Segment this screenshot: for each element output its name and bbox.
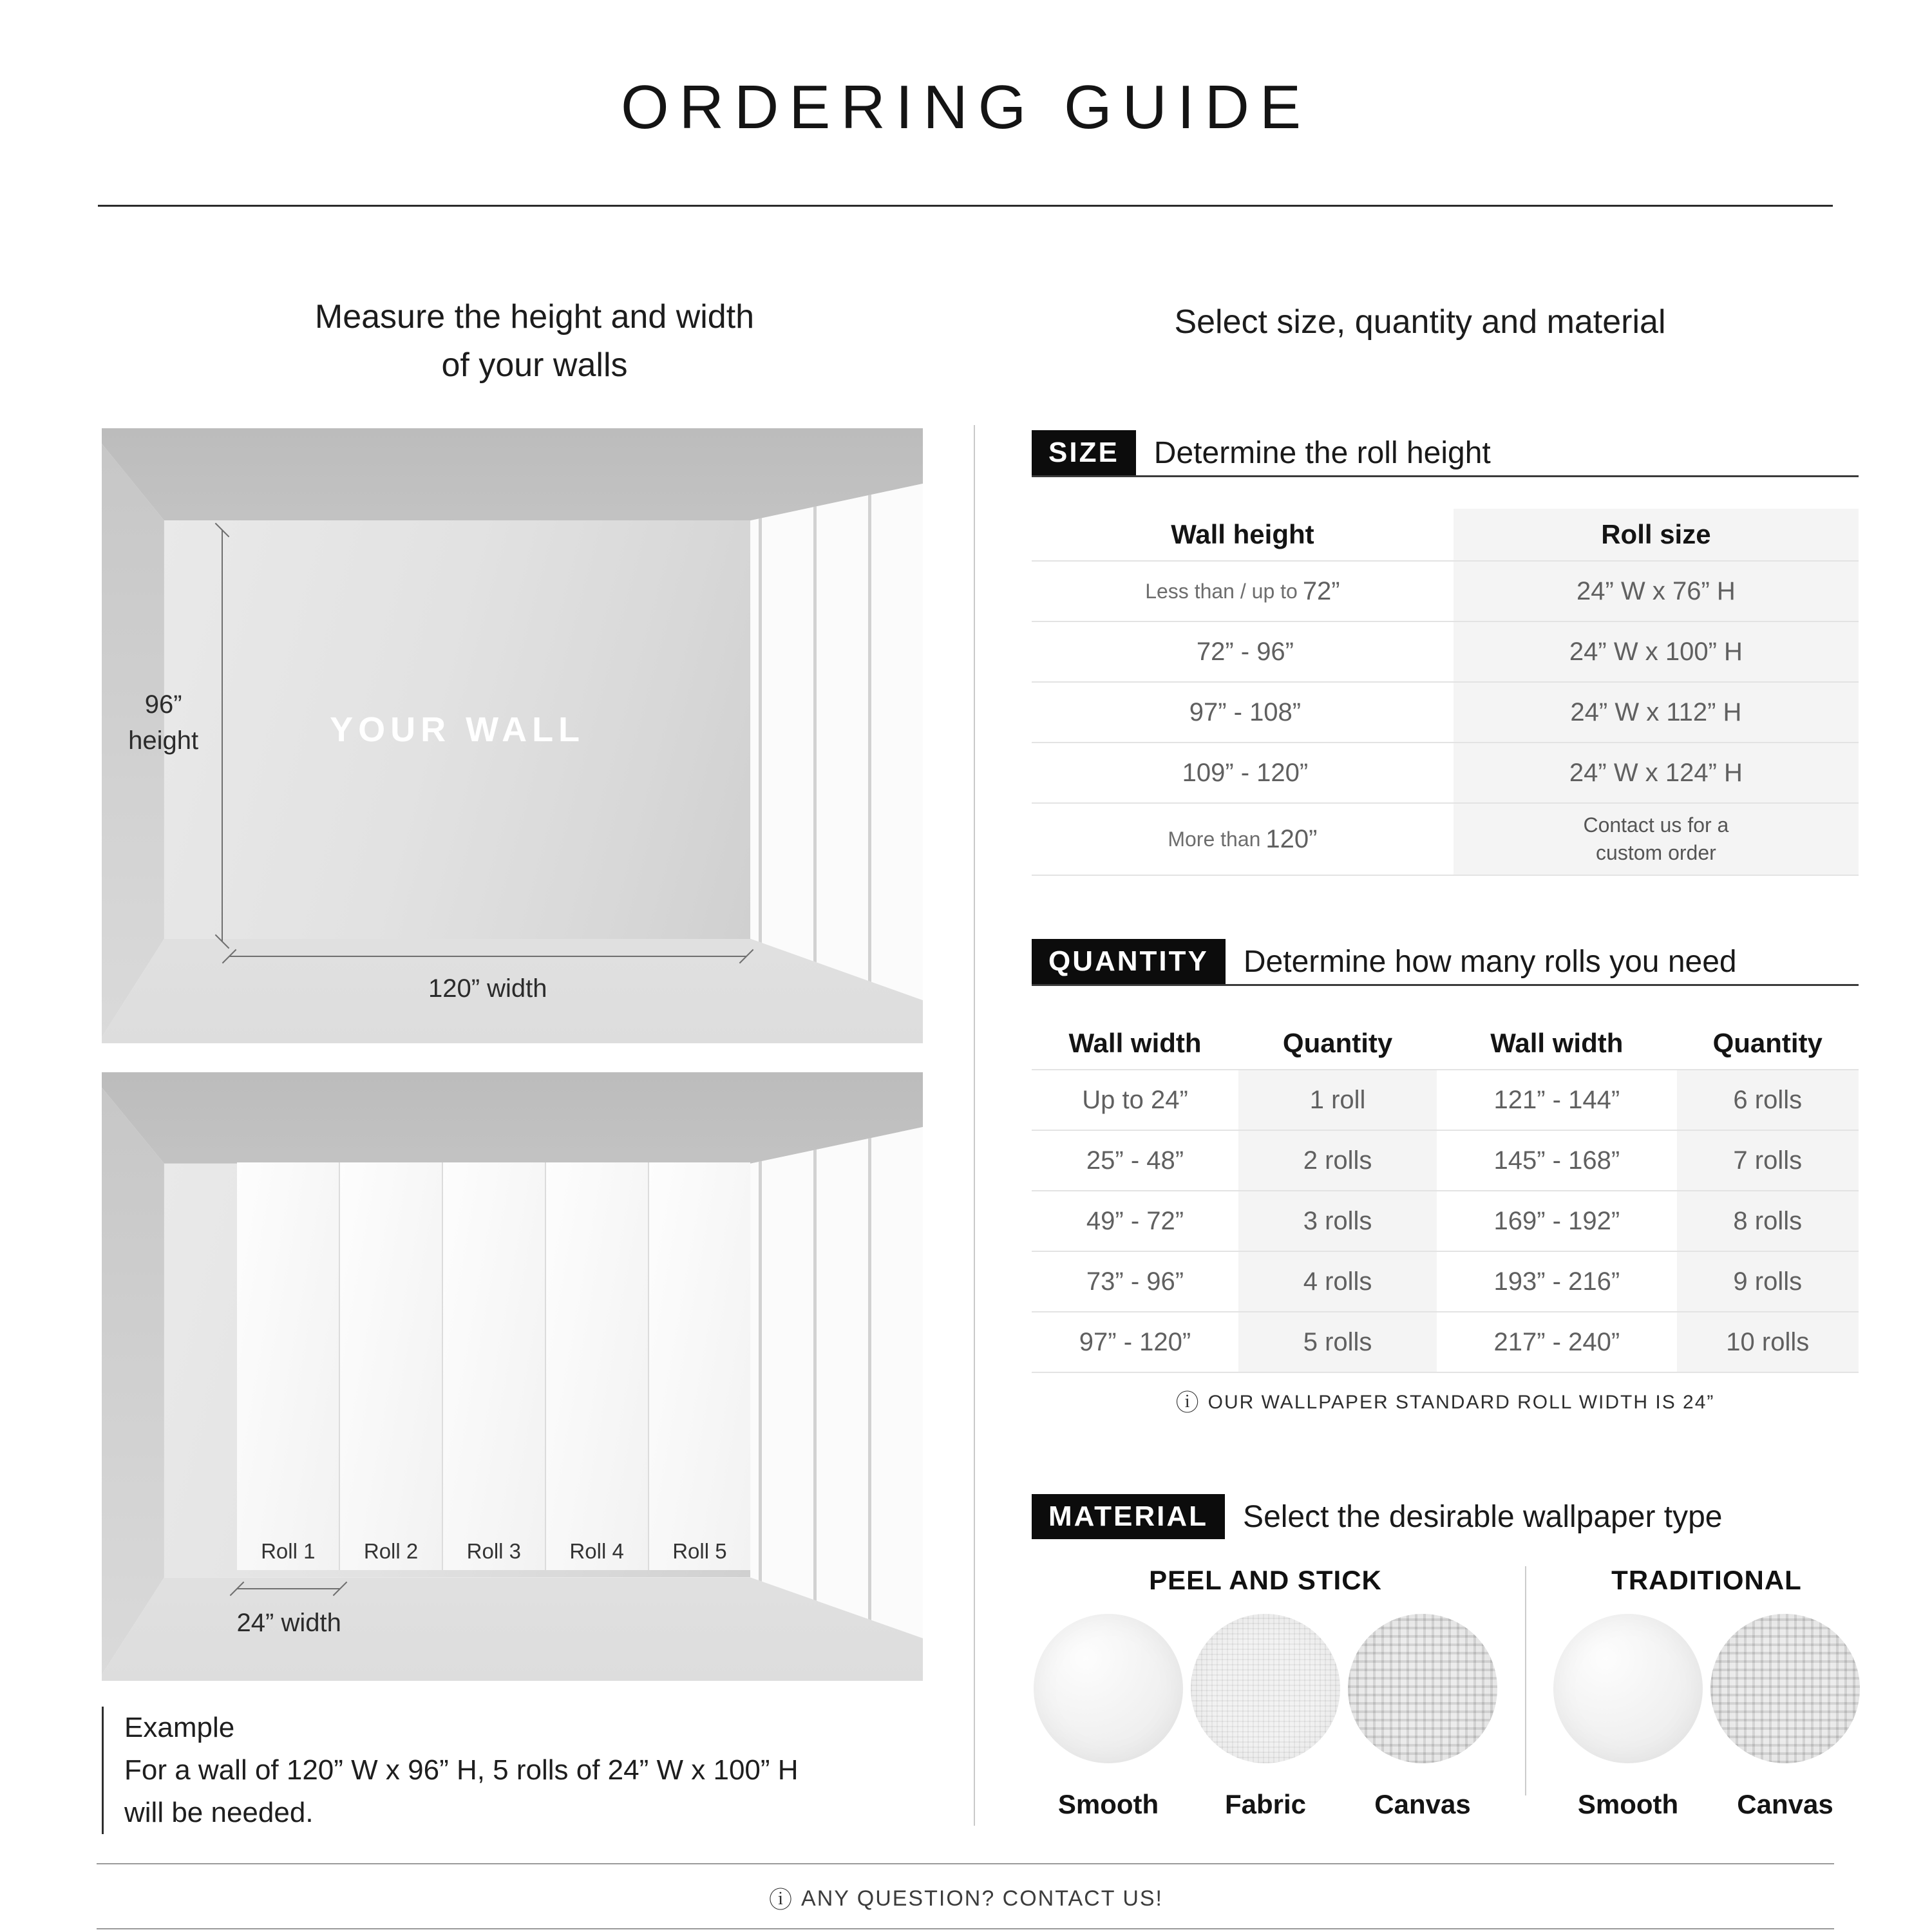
wall-height-cell: 97” - 108” [1189,697,1302,726]
roll-size-cell: 24” W x 76” H [1454,562,1859,621]
material-group-peel-and-stick [1034,1565,1497,1820]
measure-heading-line1: Measure the height and width [314,298,755,336]
size-badge: SIZE [1032,430,1136,475]
swatch-row [1553,1614,1860,1820]
height-word: height [128,726,199,755]
column-header-roll-size: Roll size [1454,509,1859,560]
quantity-cell: 2 rolls [1238,1131,1437,1190]
quantity-cell: 6 rolls [1677,1070,1859,1130]
swatch-canvas [1710,1614,1860,1820]
wall-height-cell: More than 120” [1168,824,1318,853]
table-row [1032,683,1859,743]
room-illustration-rolls [102,1072,923,1681]
height-label [102,687,225,759]
swatch-fabric [1191,1614,1340,1820]
quantity-badge: QUANTITY [1032,939,1226,984]
smooth-texture-icon [1034,1614,1183,1763]
room-illustration-measure [102,428,923,1043]
roll-panel [546,1162,649,1570]
page-title: ORDERING GUIDE [620,73,1312,142]
swatch-label: Smooth [1577,1789,1679,1819]
roll-panels [237,1162,750,1570]
wall-height-cell: 109” - 120” [1182,758,1309,787]
wall-width-cell: 25” - 48” [1086,1146,1184,1175]
column-header-wall-width: Wall width [1068,1028,1202,1058]
material-group-divider [1525,1566,1526,1795]
size-table [1032,509,1859,876]
footer-contact-text: ANY QUESTION? CONTACT US! [801,1886,1163,1911]
measure-heading-line2: of your walls [441,346,628,384]
swatch-label: Fabric [1224,1789,1307,1819]
roll-panel [649,1162,751,1570]
roll-label: Roll 2 [363,1539,419,1563]
wall-width-cell: 217” - 240” [1493,1327,1620,1356]
roll-size-cell: 24” W x 124” H [1454,743,1859,802]
group-name-traditional: TRADITIONAL [1611,1565,1802,1595]
quantity-cell: 7 rolls [1677,1131,1859,1190]
measure-heading [148,293,921,390]
example-line1: For a wall of 120” W x 96” H, 5 rolls of 24” W x 100” H [124,1754,799,1786]
material-badge: MATERIAL [1032,1494,1225,1539]
your-wall [164,520,750,938]
roll-label: Roll 5 [672,1539,727,1563]
width-dimension-line [229,956,746,957]
roll-size-cell: 24” W x 112” H [1454,683,1859,742]
footer-divider-top [97,1863,1834,1864]
column-header-wall-height: Wall height [1171,519,1314,549]
wall-height-cell: 72” - 96” [1196,637,1294,666]
footer-contact [0,1882,1932,1915]
quantity-cell: 5 rolls [1238,1312,1437,1372]
roll-label: Roll 1 [261,1539,316,1563]
height-value: 96” [144,690,182,719]
swatch-smooth [1553,1614,1703,1820]
swatch-row [1034,1614,1497,1820]
roll-label: Roll 3 [466,1539,522,1563]
table-row [1032,1131,1859,1191]
table-row [1032,1252,1859,1312]
info-icon: ⓘ [769,1886,794,1913]
select-heading: Select size, quantity and material [1174,303,1666,341]
example-block [102,1707,945,1834]
quantity-cell: 10 rolls [1677,1312,1859,1372]
wall-width-cell: 49” - 72” [1086,1206,1184,1235]
wall-width-cell: 145” - 168” [1493,1146,1620,1175]
wall-width-cell: Up to 24” [1082,1085,1188,1114]
roll-width-label: 24” width [236,1609,341,1638]
canvas-texture-icon [1710,1614,1860,1763]
size-subtitle: Determine the roll height [1153,435,1491,470]
roll-panel [340,1162,443,1570]
roll-size-cell: Contact us for a custom order [1454,804,1859,875]
column-header-quantity: Quantity [1712,1028,1823,1058]
swatch-label: Canvas [1374,1789,1471,1819]
quantity-table [1032,1018,1859,1373]
wall-width-cell: 169” - 192” [1493,1206,1620,1235]
wall-width-cell: 97” - 120” [1079,1327,1191,1356]
example-title: Example [124,1712,235,1743]
table-row [1032,1191,1859,1252]
smooth-texture-icon [1553,1614,1703,1763]
quantity-cell: 1 roll [1238,1070,1437,1130]
group-name-peel-and-stick: PEEL AND STICK [1149,1565,1382,1595]
roll-width-note [1032,1385,1859,1417]
width-label: 120” width [428,974,547,1003]
swatch-smooth [1034,1614,1183,1820]
roll-width-note-text: OUR WALLPAPER STANDARD ROLL WIDTH IS 24” [1208,1392,1715,1413]
swatch-canvas [1348,1614,1497,1820]
canvas-texture-icon [1348,1614,1497,1763]
roll-panel [237,1162,340,1570]
quantity-subtitle: Determine how many rolls you need [1243,944,1737,979]
quantity-cell: 3 rolls [1238,1191,1437,1251]
wall-height-cell: Less than / up to 72” [1145,576,1340,605]
roll-size-cell: 24” W x 100” H [1454,622,1859,681]
quantity-section-header [1032,939,1859,986]
roll-width-dimension-line [237,1588,339,1589]
wall-width-cell: 193” - 216” [1493,1267,1620,1296]
table-row [1032,622,1859,683]
quantity-cell: 8 rolls [1677,1191,1859,1251]
table-row [1032,743,1859,804]
fabric-texture-icon [1191,1614,1340,1763]
table-row [1032,1070,1859,1131]
your-wall-label: YOUR WALL [330,710,585,749]
title-divider [98,205,1833,207]
size-table-header-row [1032,509,1859,562]
table-row [1032,1312,1859,1373]
roll-panel [443,1162,546,1570]
footer-divider-bottom [97,1928,1834,1929]
wall-width-cell: 121” - 144” [1493,1085,1620,1114]
quantity-cell: 4 rolls [1238,1252,1437,1311]
swatch-label: Smooth [1057,1789,1159,1819]
swatch-label: Canvas [1737,1789,1833,1819]
table-row [1032,562,1859,622]
size-section-header [1032,430,1859,477]
roll-label: Roll 4 [569,1539,624,1563]
column-divider [974,425,975,1826]
example-line2: will be needed. [124,1797,314,1828]
table-row [1032,804,1859,876]
material-section-header [1032,1494,1859,1539]
column-header-wall-width: Wall width [1490,1028,1624,1058]
material-subtitle: Select the desirable wallpaper type [1243,1499,1723,1534]
quantity-cell: 9 rolls [1677,1252,1859,1311]
quantity-table-header-row [1032,1018,1859,1070]
material-group-traditional [1553,1565,1860,1820]
wall-width-cell: 73” - 96” [1086,1267,1184,1296]
column-header-quantity: Quantity [1282,1028,1393,1058]
info-icon: ⓘ [1175,1389,1200,1416]
